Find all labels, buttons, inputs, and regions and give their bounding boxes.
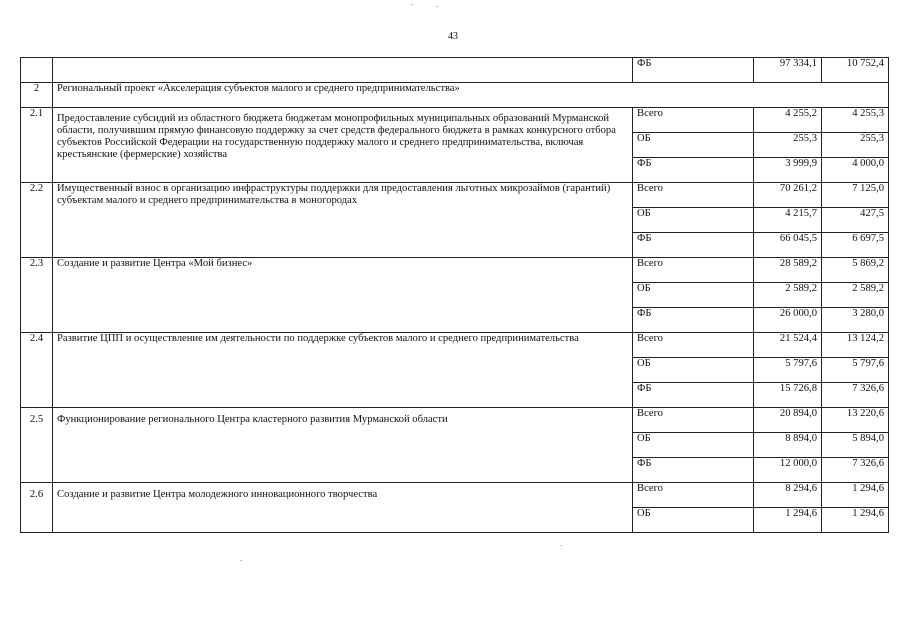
table-row: [21, 408, 889, 433]
source-cell: ОБ: [633, 133, 754, 158]
item-number: 2.3: [21, 258, 53, 333]
value-cell: 5 797,6: [822, 358, 889, 383]
item-description: Создание и развитие Центра «Мой бизнес»: [53, 258, 633, 333]
source-cell: ОБ: [633, 283, 754, 308]
item-number: 2.5: [21, 408, 53, 483]
item-number: 2.1: [21, 108, 53, 183]
item-description: Функционирование регионального Центра кластерного развития Мурманской области: [53, 408, 633, 483]
value-cell: 13 220,6: [822, 408, 889, 433]
value-cell: 21 524,4: [754, 333, 822, 358]
item-number: 2.4: [21, 333, 53, 408]
source-cell: ФБ: [633, 458, 754, 483]
item-number: 2.2: [21, 183, 53, 258]
value-cell: 8 894,0: [754, 433, 822, 458]
value-cell: 15 726,8: [754, 383, 822, 408]
source-cell: Всего: [633, 258, 754, 283]
empty-cell: [53, 58, 633, 83]
table-row: [21, 58, 889, 83]
source-cell: Всего: [633, 408, 754, 433]
section-row: [21, 83, 889, 108]
table-row: [21, 108, 889, 133]
value-cell: 4 255,3: [822, 108, 889, 133]
value-cell: 28 589,2: [754, 258, 822, 283]
value-cell: 4 000,0: [822, 158, 889, 183]
value-cell: 6 697,5: [822, 233, 889, 258]
value-cell: 7 326,6: [822, 383, 889, 408]
source-cell: ОБ: [633, 208, 754, 233]
source-cell: ФБ: [633, 383, 754, 408]
value-cell: 66 045,5: [754, 233, 822, 258]
source-cell: Всего: [633, 483, 754, 508]
value-cell: 4 215,7: [754, 208, 822, 233]
empty-cell: [21, 58, 53, 83]
value-cell: 255,3: [754, 133, 822, 158]
value-cell: 13 124,2: [822, 333, 889, 358]
source-cell: Всего: [633, 183, 754, 208]
source-cell: Всего: [633, 333, 754, 358]
value-cell: 427,5: [822, 208, 889, 233]
value-cell: 1 294,6: [754, 508, 822, 533]
value-cell: 3 999,9: [754, 158, 822, 183]
item-description: Имущественный взнос в организацию инфраструктуры поддержки для предоставления льготных микрозаймов (гарантий) субъектам малого и среднего предпринимательства в моногородах: [53, 183, 633, 258]
table-row: [21, 183, 889, 208]
table-row: [21, 258, 889, 283]
section-title: Региональный проект «Акселерация субъектов малого и среднего предпринимательства»: [53, 83, 889, 108]
value-cell: 26 000,0: [754, 308, 822, 333]
source-cell: ФБ: [633, 158, 754, 183]
value-cell: 8 294,6: [754, 483, 822, 508]
value-cell: 3 280,0: [822, 308, 889, 333]
item-description: Создание и развитие Центра молодежного инновационного творчества: [53, 483, 633, 533]
value-cell: 5 797,6: [754, 358, 822, 383]
scan-speck: [411, 4, 413, 5]
section-number: 2: [21, 83, 53, 108]
scan-speck: [436, 6, 438, 7]
value-cell: 5 869,2: [822, 258, 889, 283]
scan-speck: [560, 545, 562, 546]
value-cell: 12 000,0: [754, 458, 822, 483]
page-number: 43: [448, 31, 458, 42]
value-cell: 5 894,0: [822, 433, 889, 458]
value-cell: 7 125,0: [822, 183, 889, 208]
scan-speck: [240, 560, 242, 561]
table-row: [21, 483, 889, 508]
table-row: [21, 333, 889, 358]
value-cell: 1 294,6: [822, 508, 889, 533]
value-cell: 7 326,6: [822, 458, 889, 483]
value-cell: 255,3: [822, 133, 889, 158]
value-cell: 2 589,2: [754, 283, 822, 308]
value-cell: 10 752,4: [822, 58, 889, 83]
item-description: Предоставление субсидий из областного бюджета бюджетам монопрофильных муниципальных образований Мурманской области, получившим прямую финансовую поддержку за счет средств федерального бюджета в рамках конкурсного отбора субъектов Российской Федерации на государственную поддержку малого и среднего предпринимательства, включая крестьянские (фермерские) хозяйства: [53, 108, 633, 183]
source-cell: ОБ: [633, 508, 754, 533]
value-cell: 4 255,2: [754, 108, 822, 133]
value-cell: 1 294,6: [822, 483, 889, 508]
value-cell: 2 589,2: [822, 283, 889, 308]
value-cell: 97 334,1: [754, 58, 822, 83]
source-cell: ФБ: [633, 58, 754, 83]
value-cell: 70 261,2: [754, 183, 822, 208]
source-cell: ОБ: [633, 433, 754, 458]
source-cell: ФБ: [633, 308, 754, 333]
value-cell: 20 894,0: [754, 408, 822, 433]
source-cell: Всего: [633, 108, 754, 133]
budget-table: [20, 57, 889, 533]
source-cell: ФБ: [633, 233, 754, 258]
source-cell: ОБ: [633, 358, 754, 383]
item-description: Развитие ЦПП и осуществление им деятельности по поддержке субъектов малого и среднего предпринимательства: [53, 333, 633, 408]
item-number: 2.6: [21, 483, 53, 533]
